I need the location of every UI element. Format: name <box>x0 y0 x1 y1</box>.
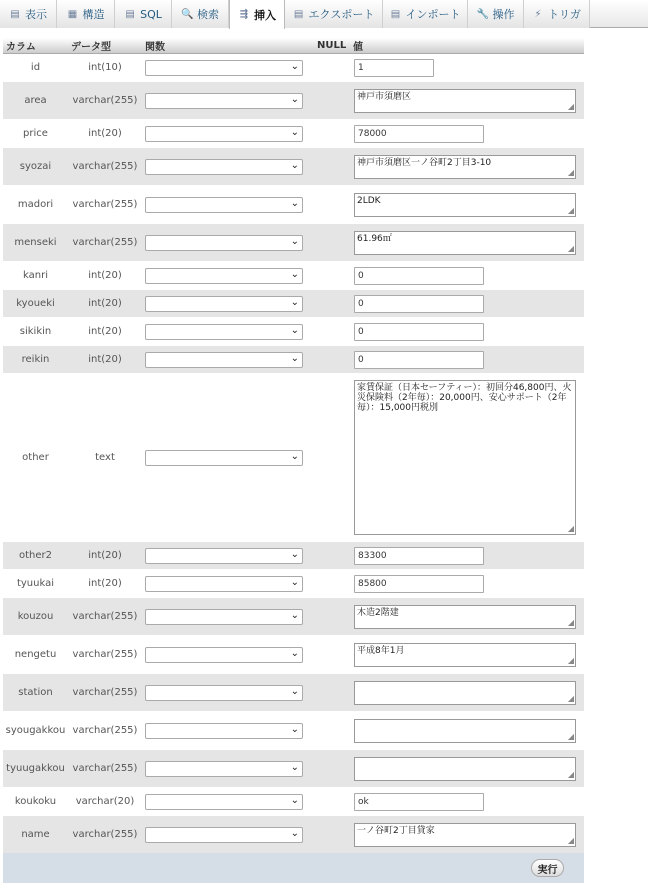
resize-grip-icon[interactable]: ◢ <box>567 101 574 111</box>
function-select[interactable] <box>145 827 303 843</box>
value-cell <box>350 318 584 346</box>
value-textarea[interactable] <box>354 380 576 535</box>
chevron-down-icon: ⌄ <box>290 60 299 72</box>
column-type: int(20) <box>68 542 142 570</box>
null-cell <box>314 542 350 570</box>
function-select[interactable] <box>145 235 303 251</box>
table-row <box>3 290 584 318</box>
table-row <box>3 262 584 290</box>
column-type: varchar(255) <box>68 816 142 854</box>
chevron-down-icon: ⌄ <box>290 159 299 171</box>
function-select[interactable] <box>145 685 303 701</box>
value-cell <box>350 598 584 636</box>
value-text: 木造2階建 <box>357 607 399 618</box>
tab-label: トリガ <box>548 8 581 21</box>
value-input[interactable] <box>354 59 434 77</box>
function-cell <box>142 674 314 712</box>
column-type: varchar(255) <box>68 674 142 712</box>
insert-form <box>3 38 584 854</box>
resize-grip-icon[interactable]: ◢ <box>567 243 574 253</box>
value-text: 0 <box>358 326 364 337</box>
column-type: int(20) <box>68 318 142 346</box>
function-select[interactable] <box>145 126 303 142</box>
null-cell <box>314 318 350 346</box>
column-name: kouzou <box>3 598 68 636</box>
value-input[interactable] <box>354 547 484 565</box>
table-row <box>3 712 584 750</box>
function-cell <box>142 290 314 318</box>
column-type: varchar(255) <box>68 186 142 224</box>
null-cell <box>314 148 350 186</box>
function-cell <box>142 82 314 120</box>
table-row <box>3 346 584 374</box>
chevron-down-icon: ⌄ <box>290 761 299 773</box>
function-cell <box>142 816 314 854</box>
function-cell <box>142 542 314 570</box>
chevron-down-icon: ⌄ <box>290 268 299 280</box>
value-text: 神戸市須磨区一ノ谷町2丁目3-10 <box>357 157 492 168</box>
null-cell <box>314 636 350 674</box>
column-name: menseki <box>3 224 68 262</box>
function-select[interactable] <box>145 159 303 175</box>
go-button[interactable]: 実行 <box>531 859 564 877</box>
function-cell <box>142 374 314 542</box>
function-cell <box>142 120 314 148</box>
value-textarea[interactable] <box>354 719 576 743</box>
tab-label: 操作 <box>492 8 515 21</box>
null-cell <box>314 570 350 598</box>
browse-icon: ▤ <box>10 8 20 20</box>
column-name: nengetu <box>3 636 68 674</box>
column-type: varchar(255) <box>68 598 142 636</box>
value-text: 一ノ谷町2丁目貸家 <box>357 825 435 836</box>
resize-grip-icon[interactable]: ◢ <box>567 205 574 215</box>
value-cell <box>350 750 584 788</box>
trigger-icon: ⚡ <box>534 8 542 20</box>
tab-wrench[interactable] <box>468 0 524 28</box>
function-cell <box>142 186 314 224</box>
tab-sql[interactable] <box>115 0 172 28</box>
null-cell <box>314 674 350 712</box>
column-type: varchar(20) <box>68 788 142 816</box>
tab-label: 検索 <box>197 8 219 21</box>
function-select[interactable] <box>145 93 303 109</box>
value-input[interactable] <box>354 793 484 811</box>
value-text: 83300 <box>358 550 387 561</box>
chevron-down-icon: ⌄ <box>290 548 299 560</box>
value-cell <box>350 636 584 674</box>
value-textarea[interactable] <box>354 193 576 217</box>
chevron-down-icon: ⌄ <box>290 609 299 621</box>
function-cell <box>142 54 314 82</box>
value-textarea[interactable] <box>354 643 576 667</box>
null-cell <box>314 224 350 262</box>
value-input[interactable] <box>354 295 484 313</box>
function-select[interactable] <box>145 60 303 76</box>
function-select[interactable] <box>145 450 303 466</box>
function-select[interactable] <box>145 548 303 564</box>
chevron-down-icon: ⌄ <box>290 324 299 336</box>
column-type: varchar(255) <box>68 148 142 186</box>
chevron-down-icon: ⌄ <box>290 126 299 138</box>
chevron-down-icon: ⌄ <box>290 197 299 209</box>
table-row <box>3 54 584 82</box>
tab-label: 挿入 <box>254 8 276 22</box>
value-cell <box>350 788 584 816</box>
table-row <box>3 186 584 224</box>
form-footer <box>3 853 584 883</box>
table-row <box>3 750 584 788</box>
table-row <box>3 224 584 262</box>
null-cell <box>314 750 350 788</box>
value-text: 1 <box>358 62 364 73</box>
column-name: name <box>3 816 68 854</box>
table-row <box>3 120 584 148</box>
function-select[interactable] <box>145 352 303 368</box>
value-cell <box>350 346 584 374</box>
column-name: station <box>3 674 68 712</box>
value-textarea[interactable] <box>354 605 576 629</box>
header-null: NULL <box>314 38 350 54</box>
value-cell <box>350 148 584 186</box>
tab-browse[interactable] <box>0 0 57 28</box>
null-cell <box>314 120 350 148</box>
table-row <box>3 674 584 712</box>
tab-export[interactable] <box>285 0 383 28</box>
table-row <box>3 374 584 542</box>
table-row <box>3 598 584 636</box>
chevron-down-icon: ⌄ <box>290 576 299 588</box>
export-icon: ▤ <box>293 8 304 20</box>
column-name: id <box>3 54 68 82</box>
null-cell <box>314 374 350 542</box>
column-name: reikin <box>3 346 68 374</box>
value-text: 78000 <box>358 128 387 139</box>
column-type: int(20) <box>68 570 142 598</box>
column-name: tyuukai <box>3 570 68 598</box>
tab-trigger[interactable] <box>524 0 590 28</box>
function-select[interactable] <box>145 794 303 810</box>
column-type: text <box>68 374 142 542</box>
column-name: syozai <box>3 148 68 186</box>
value-cell <box>350 224 584 262</box>
value-text: 85800 <box>358 578 387 589</box>
chevron-down-icon: ⌄ <box>290 827 299 839</box>
value-cell <box>350 816 584 854</box>
column-name: price <box>3 120 68 148</box>
resize-grip-icon[interactable]: ◢ <box>567 655 574 665</box>
tab-label: エクスポート <box>308 8 375 21</box>
column-name: kyoueki <box>3 290 68 318</box>
resize-grip-icon[interactable]: ◢ <box>567 835 574 845</box>
tab-search[interactable] <box>172 0 229 28</box>
value-cell <box>350 570 584 598</box>
value-cell <box>350 54 584 82</box>
value-input[interactable] <box>354 351 484 369</box>
header-value: 値 <box>350 38 584 54</box>
chevron-down-icon: ⌄ <box>290 685 299 697</box>
function-cell <box>142 750 314 788</box>
sql-icon: ▤ <box>125 8 135 20</box>
value-text: 0 <box>358 354 364 365</box>
resize-grip-icon[interactable]: ◢ <box>567 693 574 703</box>
insert-icon: ⇶ <box>239 9 249 20</box>
value-cell <box>350 542 584 570</box>
column-type: int(20) <box>68 120 142 148</box>
function-cell <box>142 346 314 374</box>
resize-grip-icon[interactable]: ◢ <box>567 769 574 779</box>
value-text: 0 <box>358 270 364 281</box>
column-name: other <box>3 374 68 542</box>
table-row <box>3 82 584 120</box>
tab-insert[interactable] <box>229 0 285 29</box>
column-type: int(10) <box>68 54 142 82</box>
value-textarea[interactable] <box>354 681 576 705</box>
value-input[interactable] <box>354 267 484 285</box>
column-type: int(20) <box>68 290 142 318</box>
column-type: int(20) <box>68 262 142 290</box>
resize-grip-icon[interactable]: ◢ <box>567 167 574 177</box>
tab-bar <box>0 0 648 28</box>
resize-grip-icon[interactable]: ◢ <box>567 524 574 533</box>
function-cell <box>142 570 314 598</box>
column-type: varchar(255) <box>68 82 142 120</box>
function-cell <box>142 712 314 750</box>
value-cell <box>350 82 584 120</box>
value-textarea[interactable] <box>354 231 576 255</box>
chevron-down-icon: ⌄ <box>290 794 299 806</box>
function-cell <box>142 318 314 346</box>
value-textarea[interactable] <box>354 155 576 179</box>
null-cell <box>314 54 350 82</box>
value-textarea[interactable] <box>354 823 576 847</box>
function-cell <box>142 262 314 290</box>
table-row <box>3 788 584 816</box>
structure-icon: ▦ <box>67 8 78 20</box>
value-text: 2LDK <box>357 195 381 206</box>
column-type: varchar(255) <box>68 224 142 262</box>
function-cell <box>142 788 314 816</box>
function-cell <box>142 224 314 262</box>
function-select[interactable] <box>145 197 303 213</box>
column-name: other2 <box>3 542 68 570</box>
column-name: tyuugakkou <box>3 750 68 788</box>
column-type: varchar(255) <box>68 712 142 750</box>
table-row <box>3 542 584 570</box>
column-name: kanri <box>3 262 68 290</box>
value-text: ok <box>358 796 369 807</box>
function-select[interactable] <box>145 268 303 284</box>
null-cell <box>314 262 350 290</box>
function-cell <box>142 148 314 186</box>
header-column: カラム <box>3 38 68 54</box>
value-cell <box>350 262 584 290</box>
value-textarea[interactable] <box>354 89 576 113</box>
chevron-down-icon: ⌄ <box>290 647 299 659</box>
null-cell <box>314 82 350 120</box>
table-row <box>3 570 584 598</box>
chevron-down-icon: ⌄ <box>290 93 299 105</box>
function-select[interactable] <box>145 324 303 340</box>
header-function: 関数 <box>142 38 314 54</box>
column-name: area <box>3 82 68 120</box>
value-text: 平成8年1月 <box>357 645 405 656</box>
column-type: varchar(255) <box>68 636 142 674</box>
table-row <box>3 318 584 346</box>
tab-label: SQL <box>140 7 162 21</box>
import-icon: ▤ <box>390 8 401 20</box>
value-cell <box>350 674 584 712</box>
table-header-row <box>3 38 584 54</box>
column-type: varchar(255) <box>68 750 142 788</box>
value-cell <box>350 712 584 750</box>
search-icon: 🔍 <box>181 8 194 20</box>
tab-label: 表示 <box>25 8 47 21</box>
resize-grip-icon[interactable]: ◢ <box>567 617 574 627</box>
table-row <box>3 816 584 854</box>
function-cell <box>142 636 314 674</box>
function-select[interactable] <box>145 723 303 739</box>
column-name: sikikin <box>3 318 68 346</box>
chevron-down-icon: ⌄ <box>290 723 299 735</box>
function-select[interactable] <box>145 647 303 663</box>
header-type: データ型 <box>68 38 142 54</box>
tab-label: インポート <box>405 8 461 21</box>
tab-label: 構造 <box>82 8 105 21</box>
value-text: 0 <box>358 298 364 309</box>
value-textarea[interactable] <box>354 757 576 781</box>
value-text: 61.96㎡ <box>357 233 392 244</box>
tab-structure[interactable] <box>57 0 115 28</box>
function-select[interactable] <box>145 609 303 625</box>
chevron-down-icon: ⌄ <box>290 235 299 247</box>
column-name: madori <box>3 186 68 224</box>
value-input[interactable] <box>354 575 484 593</box>
chevron-down-icon: ⌄ <box>290 450 299 462</box>
chevron-down-icon: ⌄ <box>290 352 299 364</box>
column-type: int(20) <box>68 346 142 374</box>
null-cell <box>314 186 350 224</box>
resize-grip-icon[interactable]: ◢ <box>567 731 574 741</box>
null-cell <box>314 346 350 374</box>
null-cell <box>314 290 350 318</box>
value-text: 神戸市須磨区 <box>357 91 412 102</box>
function-select[interactable] <box>145 296 303 312</box>
value-cell <box>350 186 584 224</box>
value-cell <box>350 290 584 318</box>
column-name: koukoku <box>3 788 68 816</box>
null-cell <box>314 712 350 750</box>
function-select[interactable] <box>145 576 303 592</box>
value-cell <box>350 374 584 542</box>
table-row <box>3 148 584 186</box>
null-cell <box>314 598 350 636</box>
tab-import[interactable] <box>383 0 468 28</box>
function-cell <box>142 598 314 636</box>
null-cell <box>314 816 350 854</box>
column-name: syougakkou <box>3 712 68 750</box>
value-cell <box>350 120 584 148</box>
chevron-down-icon: ⌄ <box>290 296 299 308</box>
value-input[interactable] <box>354 323 484 341</box>
null-cell <box>314 788 350 816</box>
function-select[interactable] <box>145 761 303 777</box>
wrench-icon: 🔧 <box>476 8 489 20</box>
value-text: 家賃保証（日本セーフティー）：初回分46,800円、火災保険料（2年毎）：20,000円、安心サポート（2年毎）：15,000円税別 <box>357 383 572 413</box>
table-row <box>3 636 584 674</box>
insert-table <box>3 38 584 854</box>
value-input[interactable] <box>354 125 484 143</box>
